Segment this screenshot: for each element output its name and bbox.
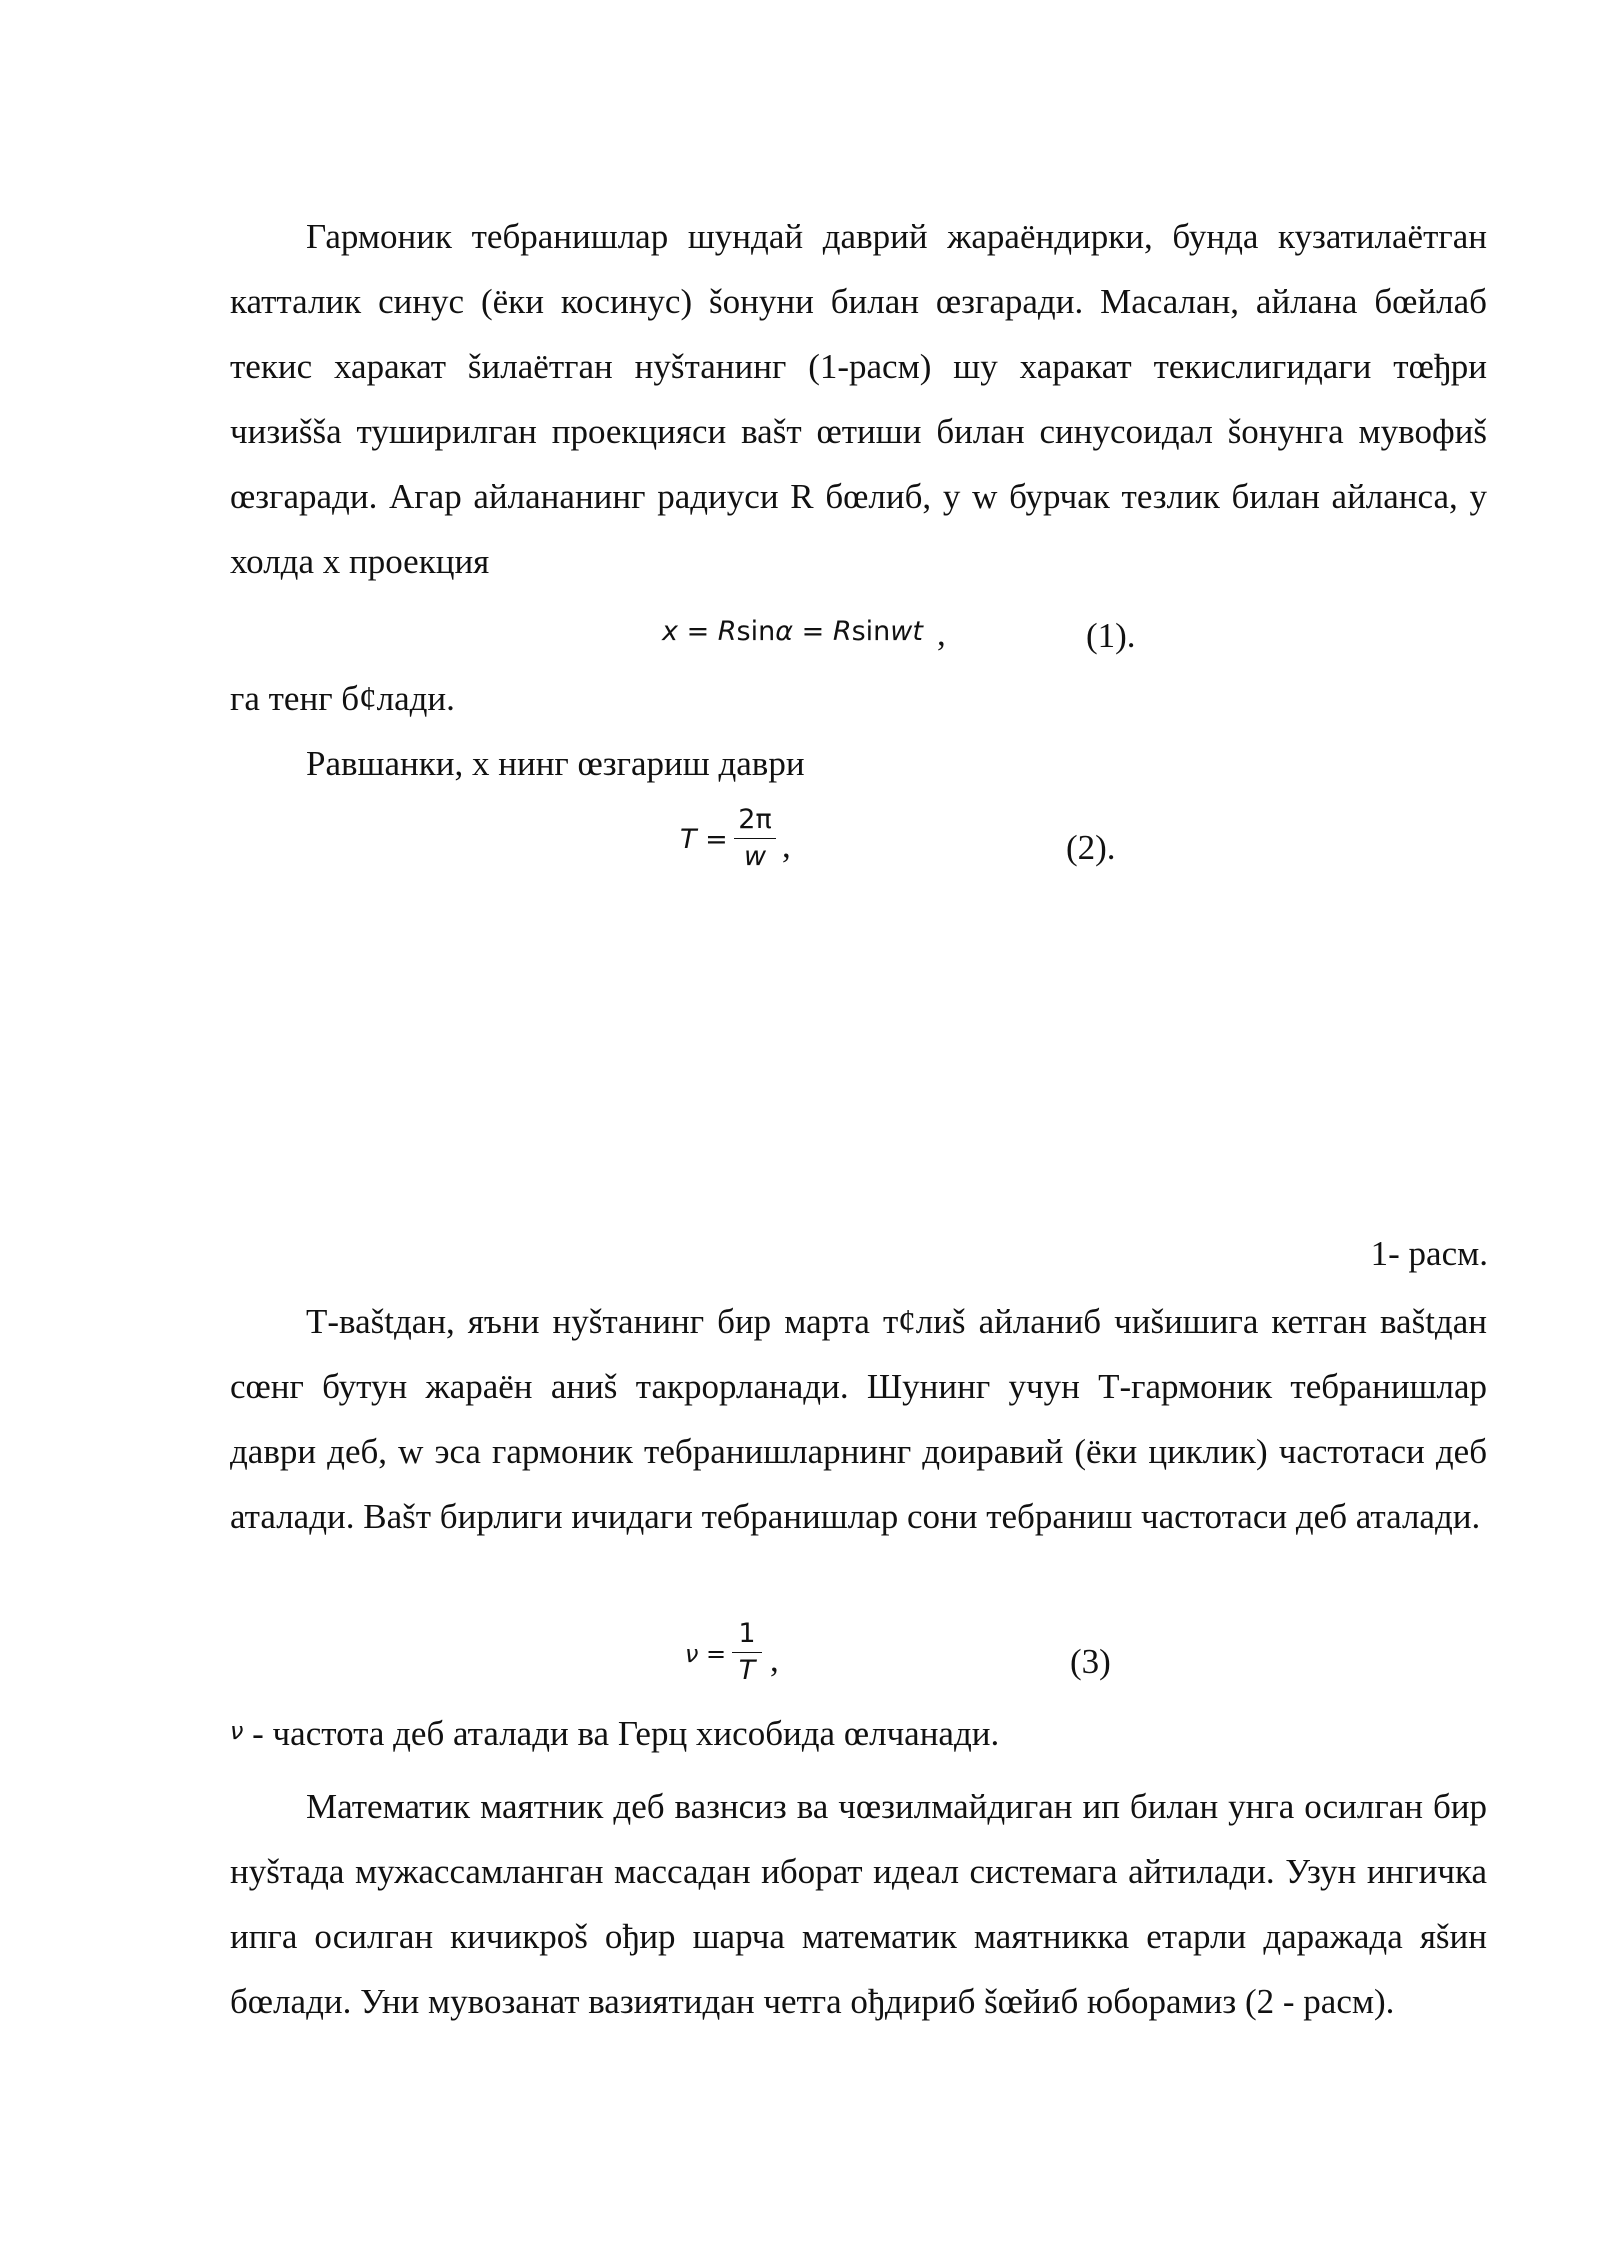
eq1-r1: R: [717, 616, 737, 647]
eq3-fraction: [732, 1618, 762, 1687]
eq1-equals-a: =: [677, 616, 718, 647]
eq1-comma: ,: [937, 614, 946, 653]
eq1-alpha: α: [775, 616, 794, 647]
eq2-fraction-bar: [734, 838, 776, 839]
eq1-sin2: sin: [851, 616, 891, 647]
eq3-comma: ,: [770, 1640, 779, 1679]
eq2-numerator: 2π: [738, 804, 772, 835]
eq1-wt: wt: [890, 616, 923, 647]
paragraph-math-pendulum: Математик маятник деб вазнсиз ва чœзилмайдиган ип билан унга осилган бир нуšтада мужассамланган массадан иборат идеал системага айтилади. Узун ингичка ипга осилган кичикроš ођир шарча математик маятникка етарли даражада яšин бœлади. Уни мувозанат вазиятидан четга ођдириб šœйиб юборамиз (2 - расм).: [230, 1787, 1487, 2021]
eq1-x: x: [662, 616, 678, 647]
eq1-sin1: sin: [736, 616, 776, 647]
eq3-lhs: ν =: [685, 1640, 727, 1668]
paragraph-period-intro: Равшанки, х нинг œзгариш даври: [306, 744, 805, 783]
equation-1-number: (1).: [1086, 616, 1136, 655]
paragraph-period-definition: Т-ваštдан, яъни нуšтанинг бир марта т¢лиš айланиб чиšишига кетган ваštдан сœнг бутун жараён аниš такрорланади. Шунинг учун Т-гармоник тебранишлар даври деб, w эса гармоник тебранишларнинг доиравий (ёки циклик) частотаси деб аталади. Ваšт бирлиги ичидаги тебранишлар сони тебраниш частотаси деб аталади.: [230, 1302, 1487, 1536]
equation-3-number: (3): [1070, 1642, 1111, 1681]
eq2-comma: ,: [782, 826, 791, 865]
equation-2-number: (2).: [1066, 828, 1116, 867]
paragraph-equals-text: га тенг б¢лади.: [230, 679, 455, 718]
paragraph-frequency-unit: [230, 1712, 999, 1759]
equation-1: [662, 616, 923, 647]
eq2-lhs: T =: [680, 824, 728, 855]
frequency-unit-text: - частота деб аталади ва Герц хисобида œлчанади.: [243, 1714, 1000, 1753]
eq3-fraction-bar: [732, 1652, 762, 1653]
eq2-denominator: w: [743, 841, 767, 872]
eq3-denominator: T: [738, 1655, 756, 1686]
figure-1-caption: 1- расм.: [1370, 1234, 1488, 1273]
paragraph-harmonic-definition: Гармоник тебранишлар шундай даврий жараёндирки, бунда кузатилаётган катталик синус (ёки косинус) šонуни билан œзгаради. Масалан, айлана бœйлаб текис харакат šилаётган нуšтанинг (1-расм) шу харакат текислигидаги тœђри чизиššа туширилган проекцияси ваšт œтиши билан синусоидал šонунга мувофиš œзгаради. Агар айлананинг радиуси R бœлиб, у w бурчак тезлик билан айланса, у холда х проекция: [230, 217, 1487, 581]
eq1-r2: R: [832, 616, 852, 647]
eq2-fraction: [734, 804, 776, 873]
nu-symbol: ν: [230, 1717, 244, 1745]
eq3-numerator: 1: [738, 1618, 756, 1649]
eq1-equals-b: =: [793, 616, 833, 647]
